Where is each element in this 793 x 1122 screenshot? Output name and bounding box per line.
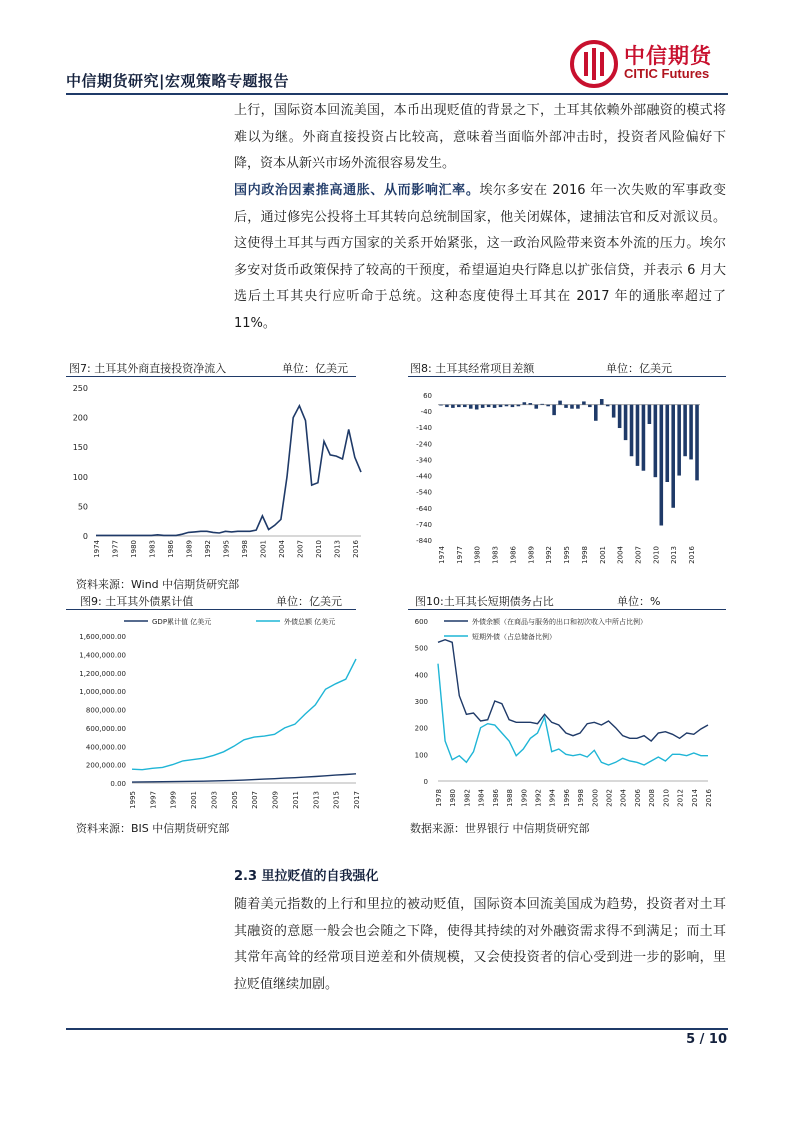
fig9-y-tick-label: 1,600,000.00 [79,633,126,641]
fig8-x-tick-label: 1986 [509,546,518,564]
fig9-x-tick-label: 2001 [190,791,199,809]
fig10-x-tick-label: 1998 [577,789,586,807]
fig8-x-tick-label: 1995 [563,546,572,564]
fig8-x-tick-label: 1980 [473,546,482,564]
fig7-chart [66,380,366,575]
fig8-bar [529,403,533,405]
fig8-bar [624,405,628,440]
intro-paragraph-1: 上行，国际资本回流美国，本币出现贬值的背景之下，土耳其依赖外部融资的模式将难以为继。外商直接投资占比较高，意味着当面临外部冲击时，投资者风险偏好下降，资本从新兴市场外流很容易发生。 [234,103,726,171]
fig8-bar [648,405,652,424]
fig7-x-tick-label: 1995 [222,540,231,558]
fig7-x-tick-label: 2001 [259,540,268,558]
fig9-chart [66,611,366,816]
fig8-bar [582,401,586,404]
fig7-x-tick-label: 2004 [277,540,286,558]
fig8-bar [564,405,568,408]
fig7-x-tick-label: 1992 [203,540,212,558]
fig8-x-tick-label: 2010 [652,546,661,564]
fig8-bar [481,405,485,408]
fig8-bar [546,405,550,407]
fig8-x-tick-label: 1977 [455,546,464,564]
fig7-y-tick-label: 250 [72,384,88,393]
fig8-x-tick-label: 1974 [437,546,446,564]
fig8-bar [463,405,467,407]
fig9-y-tick-label: 0.00 [110,780,126,788]
fig9-x-tick-label: 2003 [210,791,219,809]
fig8-bar [594,405,598,421]
fig9-x-tick-label: 2013 [312,791,321,809]
fig8-bar [695,405,699,481]
fig8-bar [689,405,693,460]
fig8-bar [618,405,622,428]
fig8-y-tick-label: -440 [416,472,432,481]
fig8-bar [606,405,610,407]
fig8-y-tick-label: -640 [416,504,432,513]
fig10-x-tick-label: 2000 [591,789,600,807]
fig8-x-tick-label: 2001 [598,546,607,564]
fig9-unit: 单位：亿美元 [276,595,342,608]
fig9-source: 资料来源：BIS 中信期货研究部 [76,822,230,835]
fig7-y-tick-label: 0 [82,532,88,541]
fig10-x-tick-label: 1980 [449,789,458,807]
fig8-y-tick-label: -240 [416,440,432,449]
fig10-x-tick-label: 2004 [619,789,628,807]
page-number: 5 / 10 [686,1032,727,1047]
fig8-y-tick-label: -740 [416,520,432,529]
citic-logo-mark-icon [568,38,622,90]
fig8-chart [408,380,728,575]
fig7-x-tick-label: 1980 [129,540,138,558]
fig8-y-tick-label: 60 [423,392,432,400]
fig8-x-tick-label: 2007 [634,546,643,564]
fig7-caption-rule [66,376,356,377]
fig10-x-tick-label: 1984 [477,789,486,807]
citic-futures-logo [568,38,728,90]
fig10-unit: 单位：% [617,595,661,608]
fig8-y-tick-label: -540 [416,488,432,497]
fig8-y-tick-label: -40 [420,408,432,417]
intro-paragraph-2-body: 埃尔多安在 2016 年一次失败的军事政变后，通过修宪公投将土耳其转向总统制国家，他关闭媒体，逮捕法官和反对派议员。这使得土耳其与西方国家的关系开始紧张，这一政治风险带来资本外流的压力。埃尔多安对货币政策保持了较高的干预度，希望逼迫央行降息以扩张信贷，并表示 6 月大选后土耳其央行应听命于总统。这种态度使得土耳其在 2017 年的通胀率超过了 11%。 [234,183,726,331]
fig10-x-tick-label: 1994 [548,789,557,807]
fig9-series-line [132,659,356,770]
fig8-unit: 单位：亿美元 [606,362,672,375]
fig10-series-line [438,664,708,765]
fig9-legend-label: 外债总额 亿美元 [284,618,336,626]
fig10-source: 数据来源：世界银行 中信期货研究部 [410,822,590,835]
logo-chinese-name: 中信期货 [624,44,712,68]
fig10-x-tick-label: 1978 [435,789,443,807]
report-title: 中信期货研究|宏观策略专题报告 [66,72,289,90]
fig8-x-tick-label: 1983 [491,546,500,564]
fig8-caption: 图8: 土耳其经常项目差额 [410,362,535,375]
fig10-x-tick-label: 1992 [534,789,543,807]
fig10-y-tick-label: 0 [423,778,428,786]
fig10-caption: 图10:土耳其长短期债务占比 [415,595,554,608]
fig9-y-tick-label: 600,000.00 [85,724,126,733]
fig10-x-tick-label: 1996 [562,789,571,807]
fig8-bar [457,405,461,407]
fig9-y-tick-label: 1,400,000.00 [79,651,126,660]
page-header [66,38,728,98]
fig8-bar [588,405,592,407]
fig10-legend-label: 外债余额（在商品与服务的出口和初次收入中所占比例） [472,618,647,626]
fig9-x-tick-label: 2005 [230,791,239,809]
fig8-bar [523,402,527,404]
fig8-bar [517,405,521,407]
fig8-bar [600,399,604,405]
fig8-bar [630,405,634,457]
fig7-x-tick-label: 2013 [333,540,342,558]
fig9-y-tick-label: 1,000,000.00 [79,688,126,697]
fig8-x-tick-label: 1992 [545,546,554,564]
fig10-x-tick-label: 1986 [491,789,500,807]
fig9-legend-label: GDP累计值 亿美元 [152,618,212,626]
logo-english-name: CITIC Futures [624,66,710,81]
fig9-series-line [132,774,356,782]
fig10-series-line [438,640,708,741]
fig9-x-tick-label: 2017 [353,791,361,809]
fig7-y-tick-label: 100 [72,472,88,482]
fig8-bar [499,405,503,407]
fig8-bar [493,405,497,408]
fig8-bar [511,405,515,407]
fig7-x-tick-label: 2007 [296,540,305,558]
fig8-x-tick-label: 2016 [688,546,697,564]
fig10-x-tick-label: 1988 [506,789,515,807]
fig10-x-tick-label: 2014 [690,789,699,807]
fig8-bar [642,405,646,471]
fig9-x-tick-label: 1999 [169,791,178,809]
intro-paragraph-2-lead: 国内政治因素推高通胀、从而影响汇率。 [234,183,480,198]
fig10-x-tick-label: 1982 [463,789,472,807]
fig9-y-tick-label: 800,000.00 [85,706,126,715]
fig8-bar [570,405,574,409]
fig8-bar [558,401,562,405]
fig8-y-tick-label: -340 [416,456,432,465]
fig8-bar [534,405,538,409]
section-paragraph: 随着美元指数的上行和里拉的被动贬值，国际资本回流美国成为趋势，投资者对土耳其融资的意愿一般会也会随之下降，使得其持续的对外融资需求得不到满足；而土耳其常年高耸的经常项目逆差和外债规模，又会使投资者的信心受到进一步的影响，里拉贬值继续加剧。 [234,897,726,992]
fig8-bar [665,405,669,482]
fig8-x-tick-label: 2013 [670,546,679,564]
fig9-x-tick-label: 1997 [149,791,158,809]
fig10-y-tick-label: 400 [414,671,428,680]
fig8-bar [505,405,509,407]
fig8-bar [469,405,473,409]
fig7-x-tick-label: 1977 [111,540,120,558]
fig10-x-tick-label: 2010 [662,789,671,807]
fig10-x-tick-label: 2012 [676,789,685,807]
fig10-chart [408,611,728,816]
fig8-bar [540,404,544,405]
fig8-bar [439,405,443,406]
fig9-x-tick-label: 2011 [291,791,300,809]
fig7-series-line [96,406,361,536]
fig7-x-tick-label: 1998 [240,540,249,558]
fig7-y-tick-label: 200 [72,413,88,423]
fig9-x-tick-label: 2007 [251,791,260,809]
fig10-x-tick-label: 2016 [705,789,713,807]
fig7-8-source: 资料来源：Wind 中信期货研究部 [76,578,240,591]
fig7-x-tick-label: 2010 [314,540,323,558]
fig10-y-tick-label: 500 [414,644,428,653]
intro-paragraph-2 [234,178,726,337]
fig8-bar [552,405,556,415]
fig8-bar [636,405,640,466]
fig9-y-tick-label: 200,000.00 [85,761,126,770]
fig8-bar [445,405,449,407]
fig8-bar [671,405,675,508]
fig8-bar [576,405,580,409]
fig9-x-tick-label: 1995 [129,791,137,809]
fig9-y-tick-label: 400,000.00 [85,743,126,752]
fig7-y-tick-label: 150 [72,443,88,453]
fig7-y-tick-label: 50 [77,502,88,512]
fig8-bar [677,405,681,476]
fig9-y-tick-label: 1,200,000.00 [79,669,126,678]
fig10-x-tick-label: 1990 [520,789,529,807]
fig8-bar [683,405,687,457]
fig8-bar [654,405,658,478]
fig10-legend-label: 短期外债（占总储备比例） [472,633,556,641]
fig8-y-tick-label: -140 [416,424,432,433]
fig7-x-tick-label: 1974 [93,540,101,558]
fig10-y-tick-label: 100 [414,751,428,760]
fig8-bar [612,405,616,418]
header-rule [66,93,728,95]
fig8-bar [660,405,664,526]
fig8-bar [487,405,491,407]
fig10-y-tick-label: 200 [414,724,428,733]
fig7-unit: 单位：亿美元 [282,362,348,375]
fig10-x-tick-label: 2008 [648,789,657,807]
fig8-y-tick-label: -840 [416,537,432,545]
fig8-bar [451,405,455,408]
fig8-x-tick-label: 2004 [616,546,625,564]
fig10-y-tick-label: 300 [414,698,428,706]
fig8-x-tick-label: 1998 [580,546,589,564]
fig10-caption-rule [408,609,726,610]
fig10-x-tick-label: 2006 [633,789,642,807]
fig10-x-tick-label: 2002 [605,789,614,807]
footer-rule [66,1028,728,1030]
fig8-caption-rule [408,376,726,377]
fig7-x-tick-label: 1983 [148,540,157,558]
fig9-caption-rule [66,609,356,610]
fig8-bar [475,405,479,410]
fig7-x-tick-label: 2016 [351,540,360,558]
fig7-x-tick-label: 1989 [185,540,194,558]
fig9-x-tick-label: 2015 [332,791,341,809]
section-heading: 2.3 里拉贬值的自我强化 [234,869,379,884]
fig7-caption: 图7: 土耳其外商直接投资净流入 [69,362,227,375]
fig9-x-tick-label: 2009 [271,791,280,809]
fig9-caption: 图9: 土耳其外债累计值 [80,595,194,608]
fig8-x-tick-label: 1989 [527,546,536,564]
fig7-x-tick-label: 1986 [166,540,175,558]
fig10-y-tick-label: 600 [414,618,428,626]
